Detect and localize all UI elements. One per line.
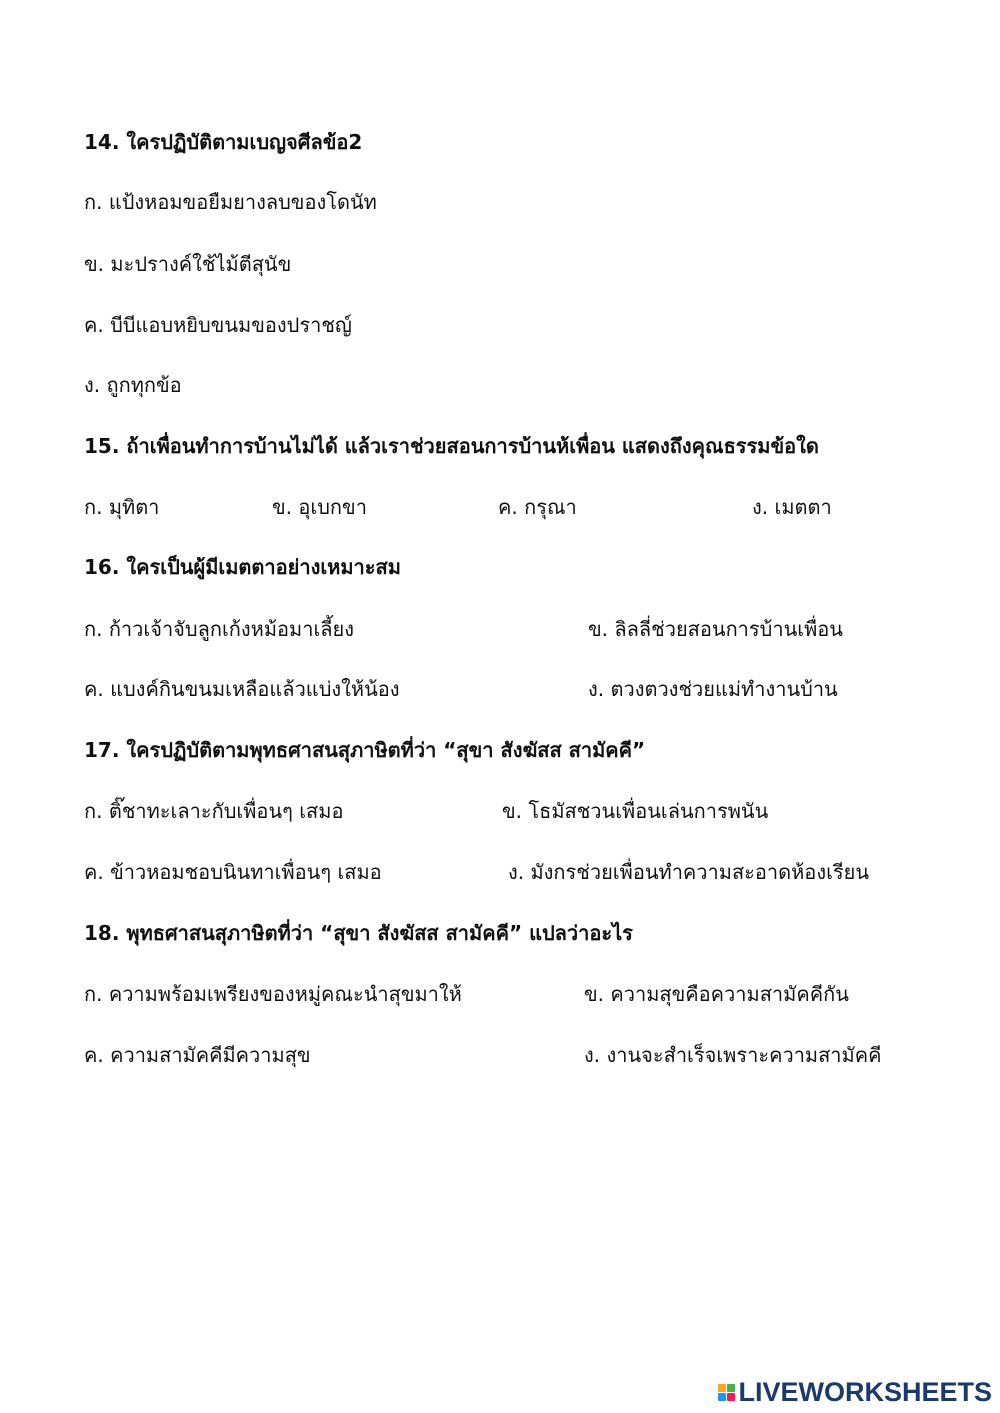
question-18-option-b[interactable]: ข. ความสุขคือความสามัคคีกัน <box>584 982 849 1006</box>
question-15-option-d[interactable]: ง. เมตตา <box>752 495 832 519</box>
question-14-option-d[interactable]: ง. ถูกทุกข้อ <box>84 373 182 397</box>
liveworksheets-watermark <box>718 1377 992 1407</box>
question-17-option-d[interactable]: ง. มังกรช่วยเพื่อนทำความสะอาดห้องเรียน <box>508 860 870 884</box>
question-14-option-a[interactable]: ก. แป้งหอมขอยืมยางลบของโดนัท <box>84 190 377 214</box>
question-16-option-a[interactable]: ก. ก้าวเจ้าจับลูกเก้งหม้อมาเลี้ยง <box>84 617 355 641</box>
question-16-option-d[interactable]: ง. ตวงตวงช่วยแม่ทำงานบ้าน <box>588 677 838 701</box>
question-18-option-d[interactable]: ง. งานจะสำเร็จเพราะความสามัคคี <box>584 1043 882 1067</box>
question-14-option-b[interactable]: ข. มะปรางค์ใช้ไม้ตีสุนัข <box>84 252 292 276</box>
question-17: 17. ใครปฏิบัติตามพุทธศาสนสุภาษิตที่ว่า “สุขา สังฆัสส สามัคคี” <box>84 738 646 762</box>
liveworksheets-logo-icon <box>718 1384 735 1401</box>
question-18-option-c[interactable]: ค. ความสามัคคีมีความสุข <box>84 1043 311 1067</box>
question-15-option-c[interactable]: ค. กรุณา <box>498 495 577 519</box>
liveworksheets-text: LIVEWORKSHEETS <box>738 1377 992 1407</box>
question-16-option-b[interactable]: ข. ลิลลี่ช่วยสอนการบ้านเพื่อน <box>588 617 843 641</box>
question-14-option-c[interactable]: ค. บีบีแอบหยิบขนมของปราชญ์ <box>84 313 352 337</box>
question-16-option-c[interactable]: ค. แบงค์กินขนมเหลือแล้วแบ่งให้น้อง <box>84 677 400 701</box>
question-18-option-a[interactable]: ก. ความพร้อมเพรียงของหมู่คณะนำสุขมาให้ <box>84 982 462 1006</box>
question-17-option-a[interactable]: ก. ติ๊ชาทะเลาะกับเพื่อนๆ เสมอ <box>84 799 344 823</box>
question-17-option-c[interactable]: ค. ข้าวหอมชอบนินทาเพื่อนๆ เสมอ <box>84 860 382 884</box>
question-16: 16. ใครเป็นผู้มีเมตตาอย่างเหมาะสม <box>84 555 401 579</box>
question-17-option-b[interactable]: ข. โธมัสชวนเพื่อนเล่นการพนัน <box>502 799 769 823</box>
question-15-option-b[interactable]: ข. อุเบกขา <box>272 495 367 519</box>
question-15-option-a[interactable]: ก. มุทิตา <box>84 495 160 519</box>
question-14: 14. ใครปฏิบัติตามเบญจศีลข้อ2 <box>84 130 363 154</box>
question-15: 15. ถ้าเพื่อนทำการบ้านไม่ได้ แล้วเราช่วยสอนการบ้านห้เพื่อน แสดงถึงคุณธรรมข้อใด <box>84 434 819 458</box>
question-18: 18. พุทธศาสนสุภาษิตที่ว่า “สุขา สังฆัสส สามัคคี” แปลว่าอะไร <box>84 921 633 945</box>
